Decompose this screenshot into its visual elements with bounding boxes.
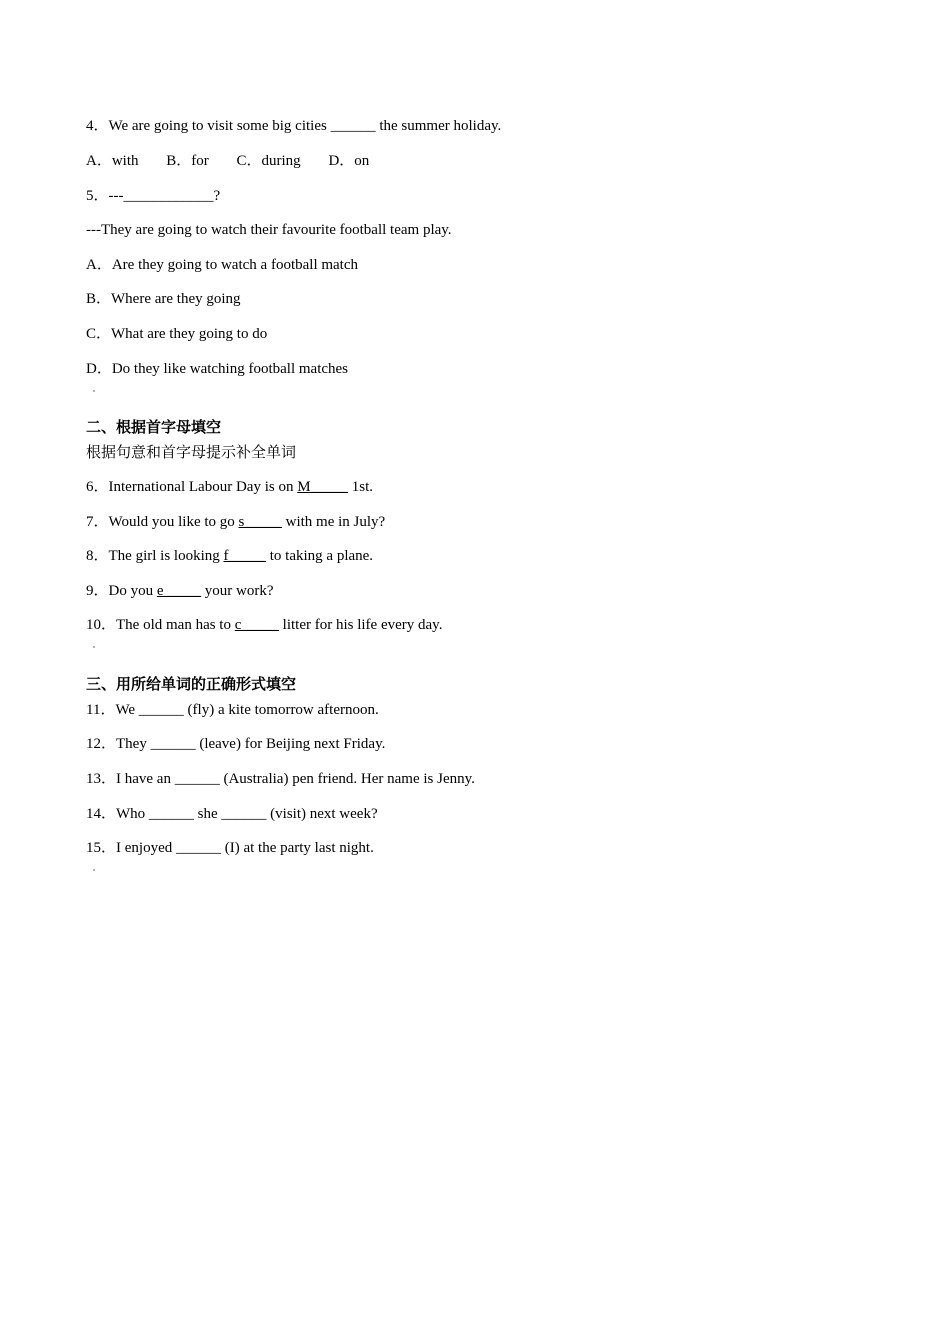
question-7: [86, 513, 385, 531]
question-5-option-a: A．Are they going to watch a football match: [86, 257, 359, 273]
question-6-blank: M_____: [297, 479, 349, 495]
question-9: [86, 582, 274, 600]
question-5-answer-line: ---They are going to watch their favourite football team play.: [86, 222, 452, 238]
question-4-stem: 4．We are going to visit some big cities ______ the summer holiday.: [86, 118, 502, 134]
question-6-text: 6．International Labour Day is on: [86, 479, 298, 495]
question-6: [86, 478, 373, 496]
question-12: 12．They ______ (leave) for Beijing next Friday.: [86, 736, 386, 752]
section-3-title: 三、用所给单词的正确形式填空: [86, 675, 297, 693]
question-9-blank: e_____: [156, 583, 202, 599]
question-10: [86, 616, 442, 634]
question-14: 14．Who ______ she ______ (visit) next week?: [86, 806, 378, 822]
question-4-option-a: A．with: [86, 153, 139, 169]
question-8-text-end: to taking a plane.: [266, 548, 374, 564]
question-7-blank: s_____: [238, 514, 282, 530]
question-9-text-end: your work?: [201, 583, 274, 599]
paragraph-mark: [93, 646, 95, 648]
question-7-text-end: with me in July?: [281, 514, 386, 530]
question-4-option-b: B．for: [166, 153, 209, 169]
question-5-stem: 5．---____________?: [86, 188, 221, 204]
question-5-option-c: C．What are they going to do: [86, 326, 268, 342]
question-4-option-c: C．during: [236, 153, 301, 169]
section-2-title: 二、根据首字母填空: [86, 418, 222, 436]
question-9-text: 9．Do you: [86, 583, 157, 599]
question-8-blank: f_____: [223, 548, 266, 564]
question-5-option-d: D．Do they like watching football matches: [86, 361, 349, 377]
question-10-text-end: litter for his life every day.: [278, 617, 443, 633]
paragraph-mark: [93, 869, 95, 871]
paragraph-mark: [93, 390, 95, 392]
question-5-option-b: B．Where are they going: [86, 291, 241, 307]
question-8: [86, 547, 373, 565]
question-10-blank: c_____: [234, 617, 279, 633]
question-8-text: 8．The girl is looking: [86, 548, 224, 564]
question-11: 11．We ______ (fly) a kite tomorrow afternoon.: [86, 702, 379, 718]
section-2-instruction: 根据句意和首字母提示补全单词: [86, 443, 297, 461]
question-7-text: 7．Would you like to go: [86, 514, 239, 530]
question-6-text-end: 1st.: [348, 479, 374, 495]
question-10-text: 10．The old man has to: [86, 617, 235, 633]
question-13: 13．I have an ______ (Australia) pen friend. Her name is Jenny.: [86, 771, 475, 787]
question-15: 15．I enjoyed ______ (I) at the party last night.: [86, 840, 374, 856]
question-4-options: [86, 152, 369, 170]
question-4-option-d: D．on: [328, 153, 370, 169]
